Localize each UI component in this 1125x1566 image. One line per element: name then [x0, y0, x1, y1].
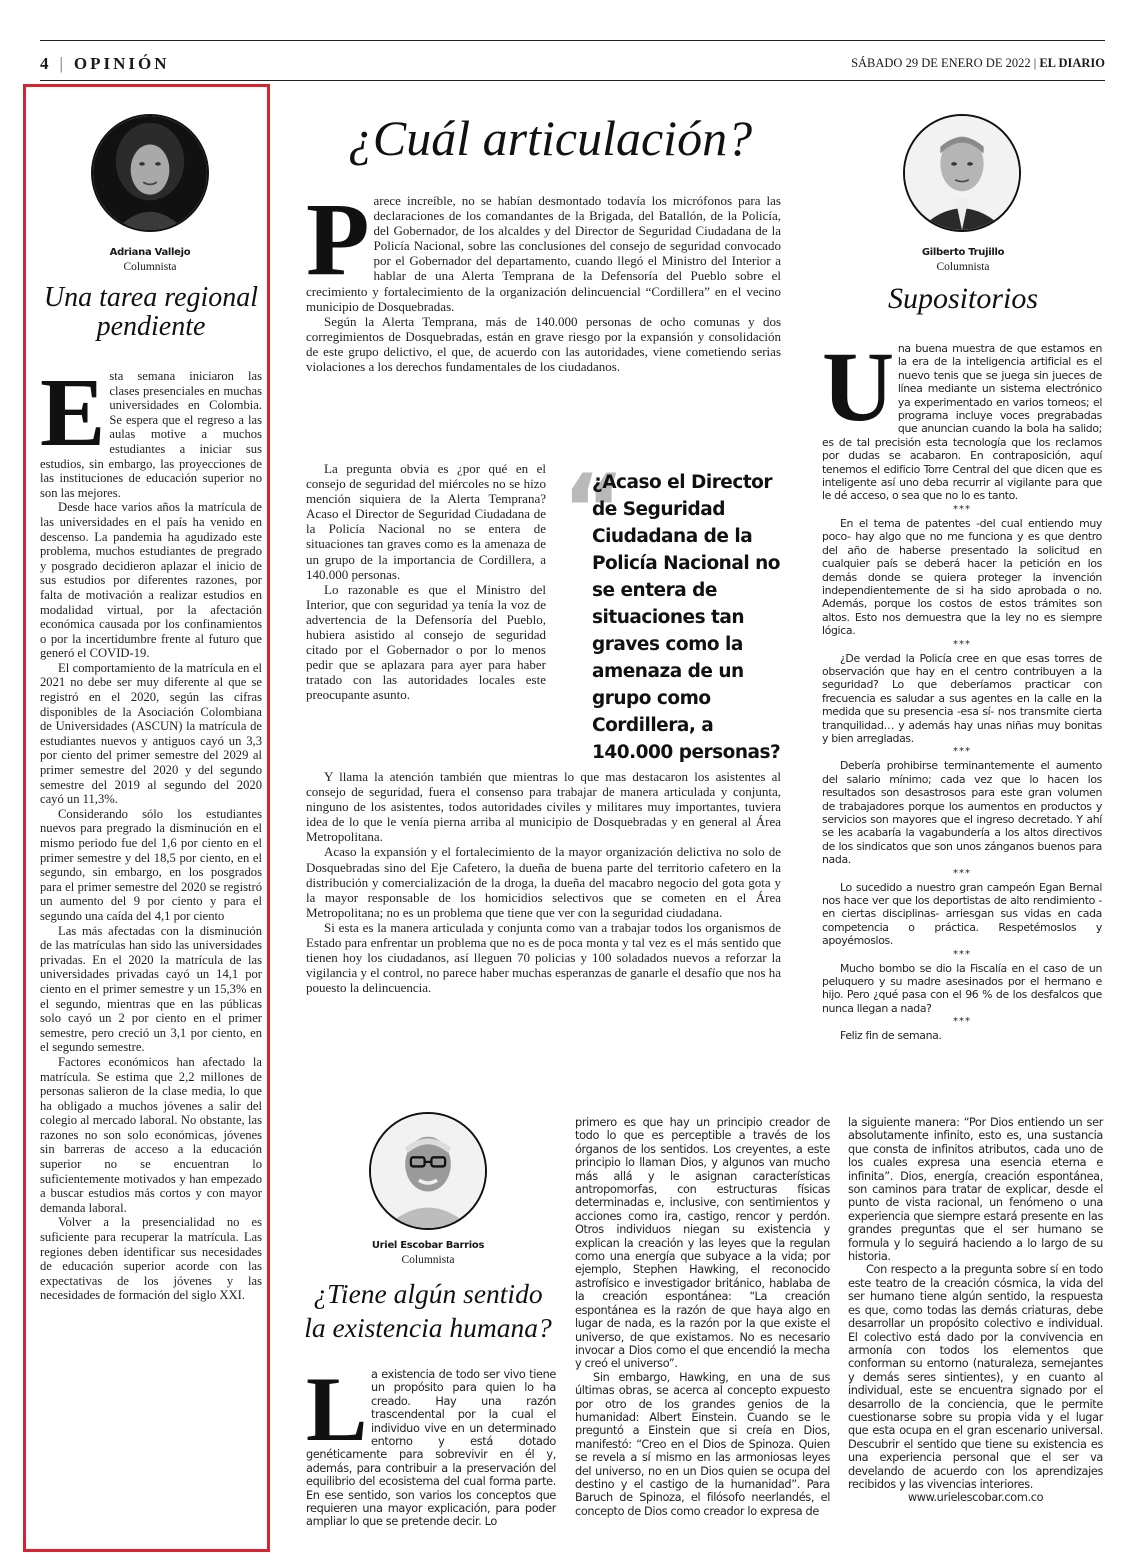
article-headline: ¿Tiene algún sentido la existencia humana?: [304, 1278, 552, 1343]
header-rule: [40, 80, 1105, 81]
author-role: Columnista: [123, 261, 177, 273]
bottom-article-col1: [306, 1358, 556, 1529]
center-article-narrow: [306, 461, 546, 703]
paragraph: sta semana iniciaron las clases presenciales en muchas universidades en Colombia. Se espera que el regreso a las aulas motive a muchos estudiantes a iniciar sus estudios, sin embargo, las proyecciones de las instituciones de educación superior no son las mejores.: [40, 369, 262, 500]
page-number: 4: [40, 54, 52, 73]
paragraph: a existencia de todo ser vivo tiene un propósito para quien lo ha creado. Hay una razón trascendental por la cual el individuo vive en un determinado entorno y está dotado genéticamente para sobrevivir en él y, además, para contribuir a la preservación del equilibrio del ecosistema del cual forma parte. En ese sentido, son varios los conceptos que requieren una mayor explicación, para poder ampliar lo que se pretende decir. Lo: [306, 1368, 556, 1529]
separator: ***: [953, 638, 971, 650]
center-article-bottom: [306, 769, 781, 995]
separator: ***: [953, 746, 971, 758]
paragraph: arece increíble, no se habían desmontado todavía los micrófonos para las declaraciones de los comandantes de la Brigada, del Batallón, de la Policía, del Gobernador, de los alcaldes y del Director de Seguridad Ciudadana de la Policía Nacional, sobre las conclusiones del consejo de seguridad convocado por el Gobernador del departamento, cuando llegó el Ministro del Interior a hablar de una Alerta Temprana de la Defensoría del Pueblo sobre el crecimiento y fortalecimiento de la organización delincuencial “Cordillera” en el vecino municipio de Dosquebradas.: [306, 193, 781, 314]
author-name: Uriel Escobar Barrios: [371, 1240, 485, 1251]
paragraph: Acaso la expansión y el fortalecimiento de la mayor organización delictiva no solo de Dosquebradas sino del Eje Cafetero, la dueña de buena parte del territorio cafetero en la distribución y comercialización de la droga, la dueña del macabro negocio del gota gota y la mayor responsable de los homicidios selectivos que se cometen en el Área Metropolitana; no es un problema que tiene que ver con la seguridad ciudadana.: [306, 844, 781, 920]
paragraph: Mucho bombo se dio la Fiscalía en el caso de un peluquero y su madre asesinados por el hermano e hijo. Pero ¿qué pasa con el 96 % de los desfalcos que nunca llegan a nada?: [822, 961, 1102, 1015]
paragraph: la siguiente manera: “Por Dios entiendo un ser absolutamente infinito, esto es, una sustancia que consta de infinitos atributos, cada uno de los cuales expresa una esencia eterna e infinita”. Dios, energía, creación espontánea, son caminos para tratar de explicar, desde el punto de vista racional, un fenómeno o una experiencia que siempre estará presente en las grandes preguntas que el ser humano se formula y lo seguirá haciendo a lo largo de su historia.: [848, 1116, 1103, 1264]
portrait-image: [371, 1114, 485, 1228]
separator: ***: [953, 503, 971, 515]
paragraph: El comportamiento de la matrícula en el 2021 no debe ser muy diferente al que se registró en el 2020, según las cifras disponibles de la Asociación Colombiana de Universidades (ASCUN) la matrícula de estudiantes nuevos y antiguos cayó un 3,3 por ciento del primer semestre del 2029 al primer semestre del 2020 y del segundo semestre del 2019 al segundo del 2020 cayó un 11,3%.: [40, 660, 262, 807]
dropcap: E: [40, 359, 106, 467]
edition-date: SÁBADO 29 DE ENERO DE 2022: [851, 56, 1031, 70]
quote-mark-icon: “: [562, 454, 626, 566]
dropcap: L: [306, 1358, 368, 1460]
bottom-article-col3: [848, 1116, 1103, 1505]
paragraph: Sin embargo, Hawking, en una de sus últimas obras, se acerca al concepto expuesto por otro de los grandes genios de la humanidad: Albert Einstein. Cuando se le preguntó a Einstein que si creía en Dios, manifestó: “Creo en el Dios de Spinoza. Quien se revela a sí mismo en las armoniosas leyes del universo, no en un Dios quien se ocupa del destino y el castigo de la humanidad”. Para Baruch de Spinoza, el filósofo neerlandés, el concepto de Dios como creador lo expresa de: [575, 1370, 830, 1518]
author-photo-adriana: [91, 114, 209, 232]
edition-info: SÁBADO 29 DE ENERO DE 2022 | EL DIARIO: [851, 56, 1105, 70]
section-header: [40, 54, 170, 74]
center-article-top: [306, 182, 781, 375]
author-role: Columnista: [936, 261, 990, 273]
paragraph: En el tema de patentes -del cual entiendo muy poco- hay algo que no me funciona y es que dentro del año de haberse presentado la solicitud en cualquier país se deberá hacer la petición en los demás donde se quiera proteger la invención independientemente de si ha sido aprobada o no. Además, porque los costos de estos trámites son altos. Esto nos demuestra que la ley no es siempre lógica.: [822, 516, 1102, 638]
paragraph: Considerando sólo los estudiantes nuevos para pregrado la disminución en el mismo periodo fue del 1,6 por ciento en el primer semestre y del 18,5 por ciento, en el segundo, sin embargo, en los posgrados para el primer semestre del 2020 se registró un aumento del 9 por ciento y para el segundo una caída del 4,1 por ciento: [40, 806, 262, 923]
separator: ***: [953, 1016, 971, 1028]
dropcap: P: [306, 182, 370, 297]
paragraph: Lo sucedido a nuestro gran campeón Egan Bernal nos hace ver que los deportistas de alto rendimiento -en ciertas disciplinas- arriesgan sus vidas en cada competencia o práctica. Respetémoslos y apoyémoslos.: [822, 880, 1102, 948]
author-name: Gilberto Trujillo: [921, 247, 1005, 258]
bottom-article-col2: [575, 1116, 830, 1518]
paragraph: Desde hace varios años la matrícula de las universidades en el país ha venido en descenso. La pandemia ha agudizado este problema, muchos estudiantes de pregrado y posgrado decidieron aplazar el inicio de sus estudios por diferentes razones, por falta de motivación a realizar estudios en modalidad virtual, por la afectación económica causada por los confinamientos o por la incertidumbre frente al futuro que generó el COVID-19.: [40, 500, 262, 661]
column-title: Supositorios: [887, 282, 1039, 315]
paragraph: Si esta es la manera articulada y conjunta como van a trabajar todos los organismos de Estado para enfrentar un problema que no es de poca monta y tal vez es el más sentido que tienen hoy los ciudadanos, así lleguen 70 policias y 100 soladados nuevos a reforzar la vigilancia y el control, no parece haber muchas esperanzas de ganarle el desafío que nos ha pouesto la delincuencia.: [306, 919, 781, 996]
author-photo-uriel: [369, 1112, 487, 1230]
paragraph: Lo razonable es que el Ministro del Interior, que con seguridad ya tenía la voz de advertencia de la Defensoría del Pueblo, hubiera asistido al consejo de seguridad citado por el Gobernador o por lo menos pedir que se aplazara para ayer para haber tratado con las autoridades locales este preocupante asunto.: [306, 581, 546, 703]
column-title: Una tarea regional pendiente: [43, 282, 259, 343]
paragraph: Feliz fin de semana.: [840, 1029, 942, 1043]
pull-quote: ¿Acaso el Director de Seguridad Ciudadana de la Policía Nacional no se entera de situaciones tan graves como la amenaza de un grupo como Cordillera, a 140.000 personas?: [592, 472, 781, 763]
paragraph: Factores económicos han afectado la matrícula. Se estima que 2,2 millones de personas salieron de la clase media, lo que ha obligado a muchos jóvenes a salir del colegio al mercado laboral. No obstante, las razones no son solo económicas, jóvenes sin barreras de acceso a la educación superior no se encuentran lo suficientemente motivados y han empezado a buscar estudios más cortos y con mayor demanda laboral.: [40, 1054, 262, 1215]
right-column-body: [822, 331, 1102, 1043]
left-column-body: [40, 359, 262, 1303]
author-photo-gilberto: [903, 114, 1021, 232]
paragraph: Debería prohibirse terminantemente el aumento del salario mínimo; cada vez que lo hacen los resultados son desastrosos para este gran volumen de trabajadores porque los aumentos en productos y servicios son mayores que el ingreso decretado. Y ahí se les acabaría la vagabundería a los altos directivos de los sindicatos que son unos zánganos buenos para nada.: [822, 759, 1102, 867]
author-website: www.urielescobar.com.co: [907, 1491, 1044, 1505]
paragraph: Según la Alerta Temprana, más de 140.000 personas de ocho comunas y dos corregimientos de Dosquebradas, están en grave riesgo por la expansión y consolidación de este grupo delictivo, el que, de acuerdo con las autoridades, viene cometiendo serias violaciones a los derechos fundamentales de los ciudadanos.: [306, 313, 781, 375]
paragraph: Con respecto a la pregunta sobre sí en todo este teatro de la creación cósmica, la vida del ser humano tiene algún sentido, la respuesta es que, como todas las demás criaturas, debe desarrollar un propósito colectivo e individual. El colectivo está dado por la convivencia en armonía con todos los elementos que conforman su entorno (naturaleza, semejantes y demás seres sintientes), y en cuanto al individual, este se encuentra signado por el desarrollo de la conciencia, que le permite cuestionarse sobre su propia vida y el lugar que esta ocupa en el gran escenario universal. Descubrir el sentido que tiene su existencia es una experiencia personal que el ser va develando de acuerdo con los aprendizajes recibidos y las vivencias interiores.: [848, 1263, 1103, 1491]
author-role: Columnista: [401, 1254, 455, 1266]
newspaper-name: EL DIARIO: [1039, 56, 1105, 70]
paragraph: Y llama la atención también que mientras lo que mas destacaron los asistentes al consejo de seguridad, fuera el consenso para trabajar de manera articulada y conjunta, ninguno de los asistentes, todos autoridades civiles y militares muy importantes, tuviera idea de lo que le venía pierna arriba al municipio de Dosquebradas y en general al Área Metropolitana.: [306, 769, 781, 845]
paragraph: La pregunta obvia es ¿por qué en el consejo de seguridad del miércoles no se hizo mención siquiera de la Alerta Temprana? Acaso el Director de Seguridad Ciudadana de la Policía Nacional no se entera de situaciones tan graves como es la amenaza de un grupo de la importancia de Cordillera, a 140.000 personas.: [306, 461, 546, 582]
section-name: OPINIÓN: [73, 54, 170, 73]
separator: ***: [953, 867, 971, 879]
article-headline: ¿Cuál articulación?: [347, 110, 753, 166]
author-name: Adriana Vallejo: [109, 247, 191, 258]
portrait-image: [93, 116, 207, 230]
dropcap: U: [822, 331, 894, 442]
paragraph: ¿De verdad la Policía cree en que esas torres de observación que hay en el centro contribuyen a la seguridad? Lo que deberíamos practicar con frecuencia es saludar a sus agentes en la calle en la medida que su presencia -esa sí- nos transmite cierta tranquilidad… y además hay unas niñas muy bonitas y bien arregladas.: [822, 651, 1102, 745]
paragraph: Volver a la presencialidad no es suficiente para recuperar la matrícula. Las regiones deben identificar sus necesidades de educación superior acorde con las expectativas de los jóvenes y las necesidades de formación del siglo XXI.: [40, 1215, 262, 1303]
paragraph: primero es que hay un principio creador de todo lo que es perceptible a través de los órganos de los sentidos. Los creyentes, a este principio lo llaman Dios, y algunos van mucho más allá y le asignan características antropomorfas, con estructuras físicas determinadas e, inclusive, con sentimientos y acciones como ira, castigo, rencor y perdón. Otros individuos niegan su existencia y explican la creación y las leyes que la regulan como una energía que subyace a la vida; por ejemplo, Stephen Hawking, el reconocido astrofísico e investigador británico, hablaba de la creación espontánea: “La creación espontánea es la razón de que haya algo en lugar de nada, es la razón por la que existe el universo, de que existamos. No es necesario invocar a Dios como el que encendió la mecha y creó el universo”.: [575, 1116, 830, 1371]
portrait-image: [905, 116, 1019, 230]
paragraph: na buena muestra de que estamos en la era de la inteligencia artificial es el nuevo tenis que se juega sin jueces de línea mediante un sistema electrónico ya experimentado en varios torneos; el programa incluye voces pregrabadas que anuncian cuando la bola ha salido; es de tal precisión esta tecnología que los reclamos por dudas se acabaron. En contraposición, aquí tenemos el edificio Torre Central del que dicen que es inteligente así uno deba recurrir al vigilante para que le dé acceso, o sea que no lo es tanto.: [822, 342, 1102, 503]
header-separator: |: [59, 54, 66, 73]
top-rule: [40, 40, 1105, 41]
paragraph: Las más afectadas con la disminución de las matrículas han sido las universidades privadas. En el 2020 la matrícula de las universidades privadas cayó un 14,1 por ciento en el primer semestre y un 15,3% en el segundo, mientras que en las públicas solo cayó un 2 por ciento en el primer semestre, pero creció un 3,1 por ciento, en el segundo semestre.: [40, 923, 262, 1055]
separator: ***: [953, 948, 971, 960]
